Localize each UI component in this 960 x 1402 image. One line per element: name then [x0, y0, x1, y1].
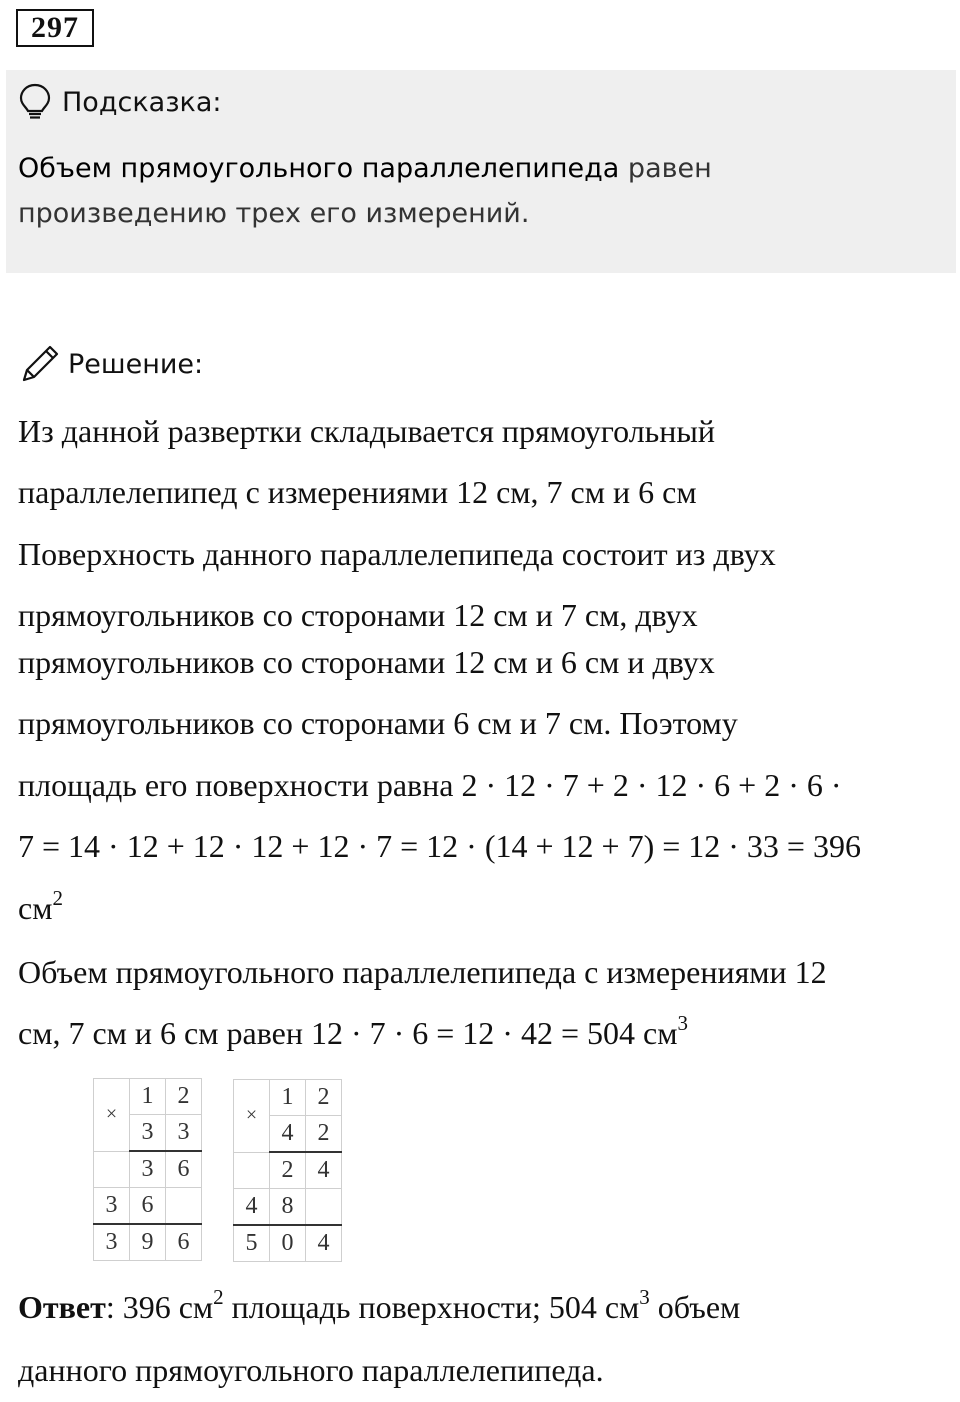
- answer-text: площадь поверхности; 504 см: [223, 1289, 640, 1325]
- digit-cell: 8: [270, 1189, 306, 1226]
- digit-cell: 6: [166, 1224, 202, 1261]
- digit-cell: 9: [130, 1224, 166, 1261]
- volume-line: [18, 1013, 688, 1053]
- multiply-sign: ×: [94, 1079, 130, 1152]
- answer-exponent: 2: [213, 1285, 224, 1309]
- lightbulb-icon: [18, 83, 52, 121]
- volume-exponent: 3: [677, 1011, 688, 1035]
- digit-cell: 4: [234, 1189, 270, 1226]
- solution-line: Из данной развертки складывается прямоугольный: [18, 413, 715, 449]
- multiplication-table-2: [233, 1079, 342, 1262]
- answer-text: объем: [649, 1289, 741, 1325]
- digit-cell: 1: [130, 1079, 166, 1115]
- task-number: 297: [16, 9, 94, 47]
- solution-title: Решение:: [68, 348, 204, 380]
- hint-text-after-term: равен: [619, 153, 712, 184]
- solution-line: прямоугольников со сторонами 6 см и 7 см. Поэтому: [18, 705, 738, 741]
- hint-text: [18, 146, 918, 236]
- digit-cell: 2: [270, 1152, 306, 1189]
- solution-line: прямоугольников со сторонами 12 см и 6 см и двух: [18, 644, 715, 680]
- answer-text: : 396 см: [105, 1289, 214, 1325]
- solution-line: Поверхность данного параллелепипеда состоит из двух: [18, 536, 776, 572]
- answer-line: [18, 1287, 740, 1327]
- pencil-icon: [18, 342, 62, 386]
- hint-term: Объем прямоугольного параллелепипеда: [18, 153, 620, 184]
- digit-cell: 0: [270, 1225, 306, 1262]
- digit-cell: [306, 1189, 342, 1226]
- digit-cell: 2: [306, 1080, 342, 1116]
- digit-cell: 3: [130, 1115, 166, 1152]
- answer-label: Ответ: [18, 1289, 106, 1325]
- area-unit-line: [18, 888, 63, 928]
- multiplication-table-1: [93, 1078, 202, 1261]
- digit-cell: 1: [270, 1080, 306, 1116]
- solution-line: площадь его поверхности равна 2 · 12 · 7 + 2 · 12 · 6 + 2 · 6 ·: [18, 767, 842, 803]
- volume-text: см, 7 см и 6 см равен 12 · 7 · 6 = 12 · 42 = 504 см: [18, 1015, 678, 1051]
- answer-exponent: 3: [639, 1285, 650, 1309]
- digit-cell: 4: [306, 1225, 342, 1262]
- solution-line: параллелепипед с измерениями 12 см, 7 см и 6 см: [18, 474, 697, 510]
- digit-cell: 5: [234, 1225, 270, 1262]
- volume-line: Объем прямоугольного параллелепипеда с измерениями 12: [18, 954, 827, 990]
- digit-cell: 2: [306, 1116, 342, 1153]
- digit-cell: 3: [130, 1151, 166, 1188]
- solution-line: прямоугольников со сторонами 12 см и 7 см, двух: [18, 597, 698, 633]
- digit-cell: 6: [166, 1151, 202, 1188]
- digit-cell: 3: [166, 1115, 202, 1152]
- solution-heading: [18, 340, 203, 388]
- answer-line: данного прямоугольного параллелепипеда.: [18, 1352, 604, 1388]
- digit-cell: 2: [166, 1079, 202, 1115]
- digit-cell: 6: [130, 1188, 166, 1225]
- digit-cell: [234, 1152, 270, 1189]
- hint-title: Подсказка:: [62, 86, 222, 118]
- solution-line: 7 = 14 · 12 + 12 · 12 + 12 · 7 = 12 · (14 + 12 + 7) = 12 · 33 = 396: [18, 828, 861, 864]
- digit-cell: [94, 1151, 130, 1188]
- area-unit: см: [18, 890, 53, 926]
- multiply-sign: ×: [234, 1080, 270, 1153]
- hint-heading: [18, 78, 222, 126]
- hint-text-line2: произведению трех его измерений.: [18, 198, 530, 229]
- digit-cell: 3: [94, 1188, 130, 1225]
- digit-cell: 3: [94, 1224, 130, 1261]
- digit-cell: 4: [270, 1116, 306, 1153]
- digit-cell: 4: [306, 1152, 342, 1189]
- digit-cell: [166, 1188, 202, 1225]
- area-exponent: 2: [52, 886, 63, 910]
